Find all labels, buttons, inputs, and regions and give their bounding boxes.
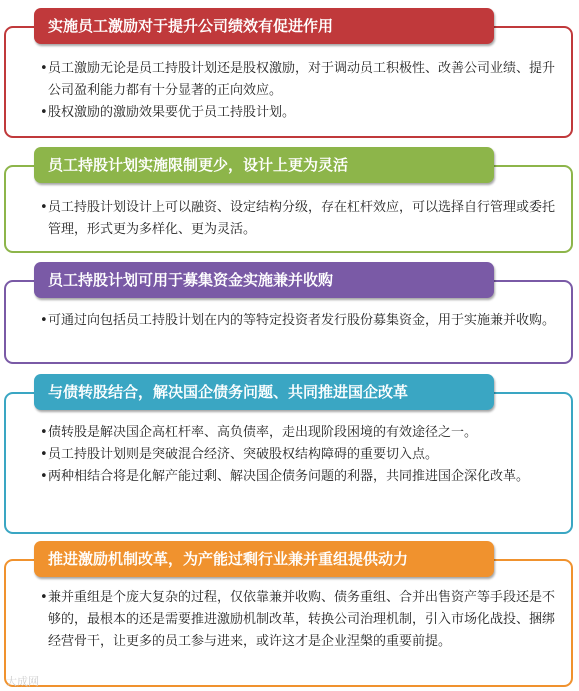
list-item [40,102,555,124]
section-5 [4,541,573,687]
list-item-text: 可通过向包括员工持股计划在内的等特定投资者发行股份募集资金，用于实施兼并收购。 [48,313,556,328]
list-item-text: 员工持股计划设计上可以融资、设定结构分级，存在杠杆效应，可以选择自行管理或委托管理，形式更为多样化、更为灵活。 [48,200,556,237]
section-2-list [40,197,556,241]
section-4 [4,374,573,534]
list-item [40,587,556,653]
list-item-text: 员工持股计划则是突破混合经济、突破股权结构障碍的重要切入点。 [48,447,439,462]
section-1-title: 实施员工激励对于提升公司绩效有促进作用 [34,8,494,44]
bullet-icon: • [40,200,48,215]
list-item-text: 两种相结合将是化解产能过剩、解决国企债务问题的利器，共同推进国企深化改革。 [48,469,530,484]
section-3-list [40,310,556,332]
bullet-icon: • [40,447,48,462]
list-item-text: 员工激励无论是员工持股计划还是股权激励，对于调动员工积极性、改善公司业绩、提升公司盈利能力都有十分显著的正向效应。 [48,61,556,98]
section-2 [4,147,573,253]
watermark: 大成网 [6,675,39,688]
bullet-icon: • [40,313,48,328]
section-3 [4,262,573,364]
bullet-icon: • [40,425,48,440]
list-item-text: 债转股是解决国企高杠杆率、高负债率，走出现阶段困境的有效途径之一。 [48,425,478,440]
list-item-text: 兼并重组是个庞大复杂的过程，仅依靠兼并收购、债务重组、合并出售资产等手段还是不够的，最根本的还是需要推进激励机制改革，转换公司治理机制，引入市场化战投、捆绑经营骨干，让更多的员工参与进来，或许这才是企业涅槃的重要前提。 [48,590,556,649]
list-item [40,422,555,444]
list-item-text: 股权激励的激励效果要优于员工持股计划。 [48,105,296,120]
section-5-title: 推进激励机制改革，为产能过剩行业兼并重组提供动力 [34,541,494,577]
bullet-icon: • [40,105,48,120]
section-1 [4,8,573,138]
section-4-title: 与债转股结合，解决国企债务问题、共同推进国企改革 [34,374,494,410]
section-2-title: 员工持股计划实施限制更少，设计上更为灵活 [34,147,494,183]
section-3-title: 员工持股计划可用于募集资金实施兼并收购 [34,262,494,298]
bullet-icon: • [40,590,48,605]
bullet-icon: • [40,61,48,76]
list-item [40,197,556,241]
section-5-list [40,587,556,653]
list-item [40,444,555,466]
list-item [40,58,556,102]
section-4-list [40,422,555,488]
list-item [40,466,555,488]
bullet-icon: • [40,469,48,484]
list-item [40,310,556,332]
section-1-list [40,58,556,124]
